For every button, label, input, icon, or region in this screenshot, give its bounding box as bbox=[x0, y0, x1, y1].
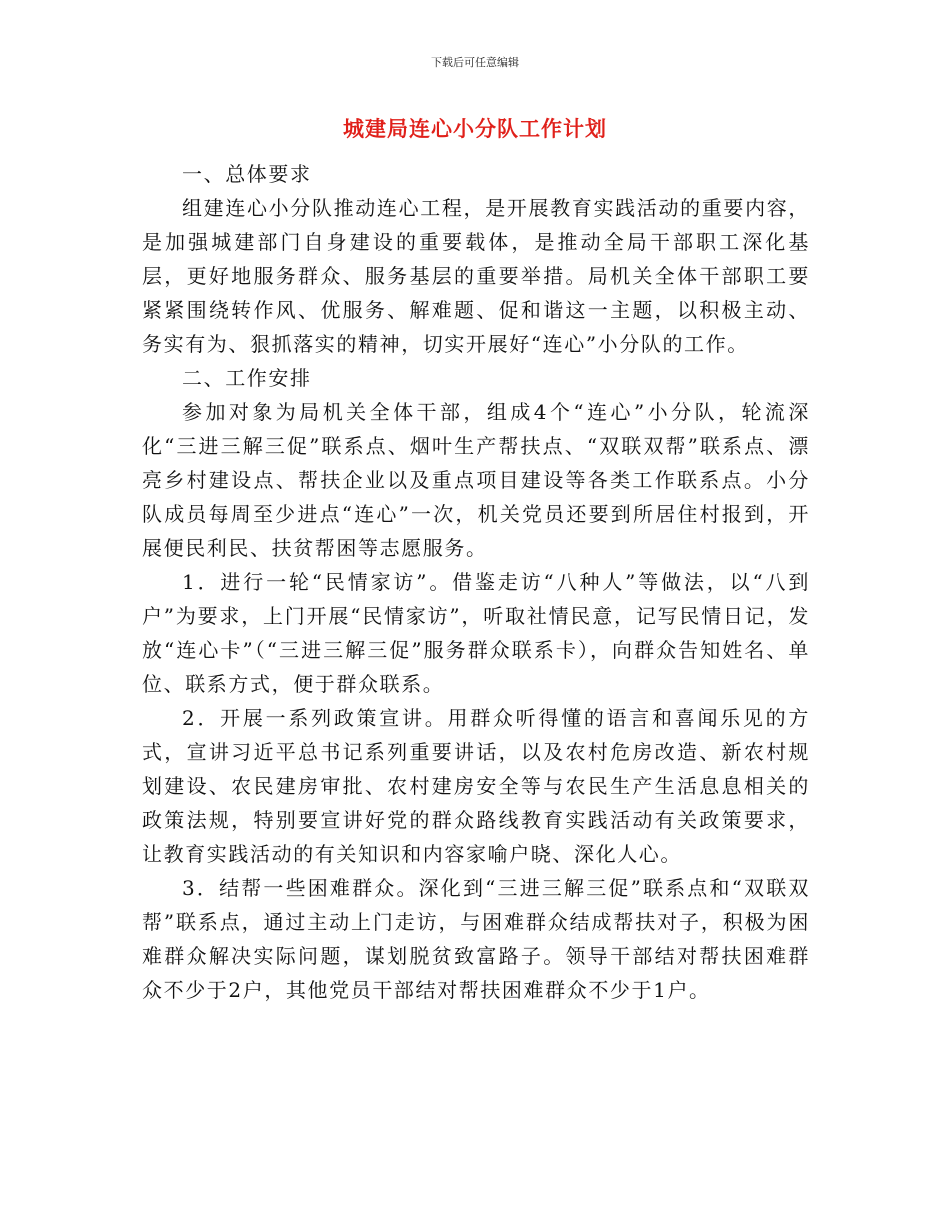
header-note: 下载后可任意编辑 bbox=[431, 56, 519, 69]
paragraph-item-3: 3．结帮一些困难群众。深化到“三进三解三促”联系点和“双联双帮”联系点，通过主动上门走访，与困难群众结成帮扶对子，积极为困难群众解决实际问题，谋划脱贫致富路子。领导干部结对帮扶困难群众不少于2户，其他党员干部结对帮扶困难群众不少于1户。 bbox=[142, 876, 810, 1002]
paragraph-item-1: 1．进行一轮“民情家访”。借鉴走访“八种人”等做法，以“八到户”为要求，上门开展“民情家访”，听取社情民意，记写民情日记，发放“连心卡”（“三进三解三促”服务群众联系卡），向群众告知姓名、单位、联系方式，便于群众联系。 bbox=[142, 570, 810, 696]
document-body bbox=[142, 157, 810, 1007]
section-heading-general-requirements: 一、总体要求 bbox=[182, 162, 312, 186]
document-title: 城建局连心小分队工作计划 bbox=[343, 116, 607, 141]
paragraph-work-arrangement: 参加对象为局机关全体干部，组成4个“连心”小分队，轮流深化“三进三解三促”联系点、烟叶生产帮扶点、“双联双帮”联系点、漂亮乡村建设点、帮扶企业以及重点项目建设等各类工作联系点。小分队成员每周至少进点“连心”一次，机关党员还要到所居住村报到，开展便民利民、扶贫帮困等志愿服务。 bbox=[142, 400, 810, 560]
section-heading-work-arrangement: 二、工作安排 bbox=[182, 366, 312, 390]
paragraph-item-2: 2．开展一系列政策宣讲。用群众听得懂的语言和喜闻乐见的方式，宣讲习近平总书记系列重要讲话，以及农村危房改造、新农村规划建设、农民建房审批、农村建房安全等与农民生产生活息息相关的政策法规，特别要宣讲好党的群众路线教育实践活动有关政策要求，让教育实践活动的有关知识和内容家喻户晓、深化人心。 bbox=[142, 706, 810, 866]
paragraph-general-requirements: 组建连心小分队推动连心工程，是开展教育实践活动的重要内容，是加强城建部门自身建设的重要载体，是推动全局干部职工深化基层，更好地服务群众、服务基层的重要举措。局机关全体干部职工要紧紧围绕转作风、优服务、解难题、促和谐这一主题，以积极主动、务实有为、狠抓落实的精神，切实开展好“连心”小分队的工作。 bbox=[142, 196, 810, 356]
